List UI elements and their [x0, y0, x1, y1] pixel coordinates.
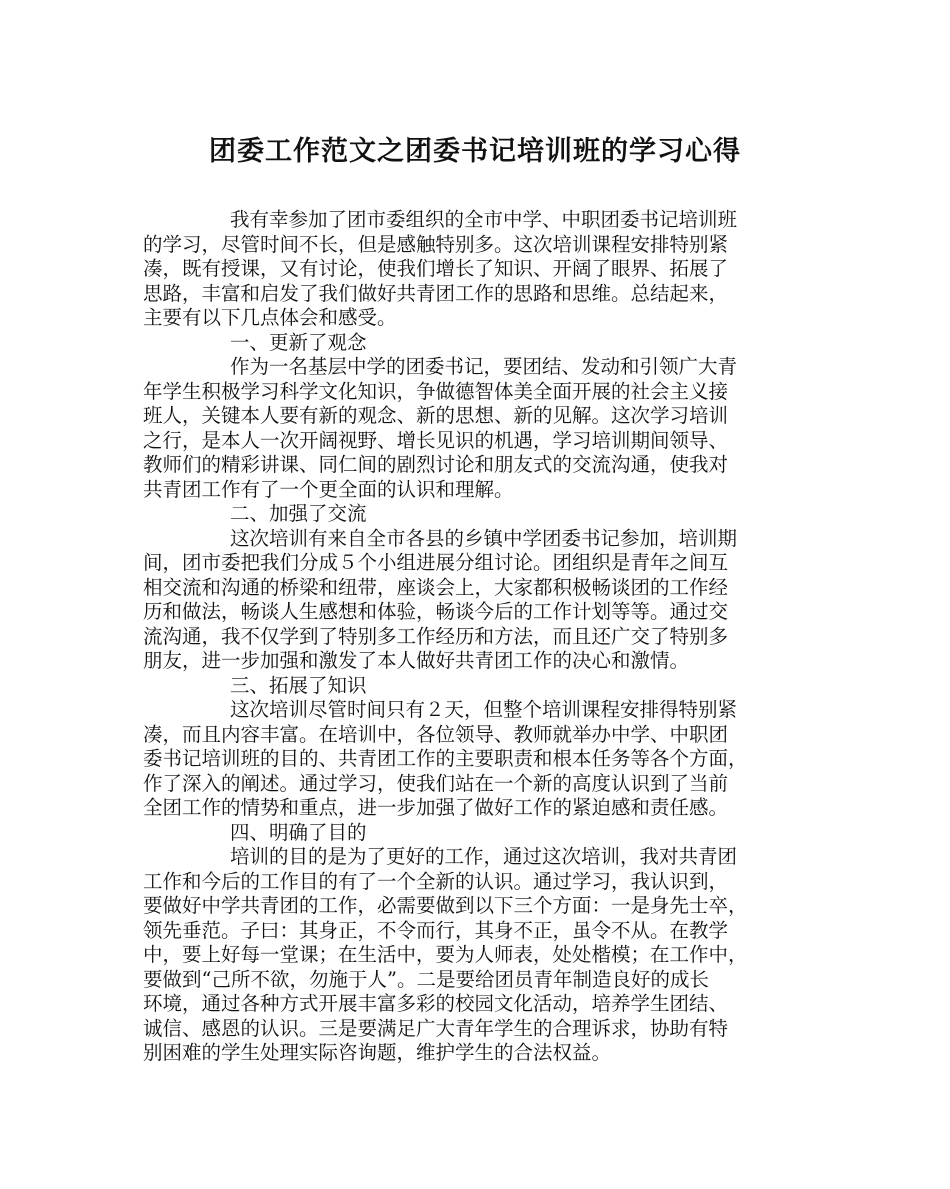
text-line: 教师们的精彩讲课、同仁间的剧烈讨论和朋友式的交流沟通，使我对 [143, 453, 729, 476]
text-line: 主要有以下几点体会和感受。 [143, 306, 397, 329]
text-line: 要做到“己所不欲，勿施于人”。二是要给团员青年制造良好的成长 [143, 967, 709, 991]
text-line: 工作和今后的工作目的有了一个全新的认识。通过学习，我认识到， [143, 869, 729, 893]
text-line: 思路，丰富和启发了我们做好共青团工作的思路和思维。总结起来， [143, 281, 729, 305]
text-line: 作为一名基层中学的团委书记，要团结、发动和引领广大青 [230, 355, 738, 378]
text-line: 共青团工作有了一个更全面的认识和理解。 [143, 477, 514, 501]
document-body [143, 208, 823, 1066]
text-line: 这次培训尽管时间只有２天，但整个培训课程安排得特别紧 [230, 698, 738, 721]
text-line: 朋友，进一步加强和激发了本人做好共青团工作的决心和激情。 [143, 649, 690, 672]
text-line: 诚信、感恩的认识。三是要满足广大青年学生的合理诉求，协助有特 [143, 1016, 729, 1040]
text-line: 三、拓展了知识 [230, 673, 367, 697]
text-line: 之行，是本人一次开阔视野、增长见识的机遇，学习培训期间领导、 [143, 428, 729, 452]
text-line: 间，团市委把我们分成５个小组进展分组讨论。团组织是青年之间互 [143, 551, 729, 574]
text-line: 培训的目的是为了更好的工作，通过这次培训，我对共青团 [230, 845, 738, 868]
text-line: 四、明确了目的 [230, 820, 367, 844]
text-line: 我有幸参加了团市委组织的全市中学、中职团委书记培训班 [230, 208, 738, 231]
text-line: 凑，而且内容丰富。在培训中，各位领导、教师就举办中学、中职团 [143, 722, 729, 746]
text-line: 年学生积极学习科学文化知识，争做德智体美全面开展的社会主义接 [143, 379, 729, 403]
text-line: 二、加强了交流 [230, 502, 367, 525]
text-line: 别困难的学生处理实际咨询题，维护学生的合法权益。 [143, 1041, 612, 1064]
text-line: 作了深入的阐述。通过学习，使我们站在一个新的高度认识到了当前 [143, 771, 729, 795]
text-line: 凑，既有授课，又有讨论，使我们增长了知识、开阔了眼界、拓展了 [143, 257, 729, 280]
text-line: 一、更新了观念 [230, 330, 367, 354]
text-line: 要做好中学共青团的工作，必需要做到以下三个方面：一是身先士卒， [143, 894, 748, 917]
text-line: 相交流和沟通的桥梁和纽带，座谈会上，大家都积极畅谈团的工作经 [143, 575, 729, 599]
text-line: 班人，关键本人要有新的观念、新的思想、新的见解。这次学习培训 [143, 404, 729, 427]
text-line: 的学习，尽管时间不长，但是感触特别多。这次培训课程安排特别紧 [143, 232, 729, 256]
document-title: 团委工作范文之团委书记培训班的学习心得 [209, 136, 741, 167]
text-line: 全团工作的情势和重点，进一步加强了做好工作的紧迫感和责任感。 [143, 796, 729, 819]
text-line: 委书记培训班的目的、共青团工作的主要职责和根本任务等各个方面， [143, 747, 748, 770]
text-line: 这次培训有来自全市各县的乡镇中学团委书记参加，培训期 [230, 526, 738, 550]
text-line: 历和做法，畅谈人生感想和体验，畅谈今后的工作计划等等。通过交 [143, 600, 729, 623]
text-line: 流沟通，我不仅学到了特别多工作经历和方法，而且还广交了特别多 [143, 624, 729, 648]
text-line: 中，要上好每一堂课；在生活中，要为人师表，处处楷模；在工作中， [143, 943, 748, 966]
text-line: 领先垂范。子曰：其身正，不令而行，其身不正，虽令不从。在教学 [143, 918, 729, 942]
text-line: 环境，通过各种方式开展丰富多彩的校园文化活动，培养学生团结、 [143, 992, 729, 1015]
